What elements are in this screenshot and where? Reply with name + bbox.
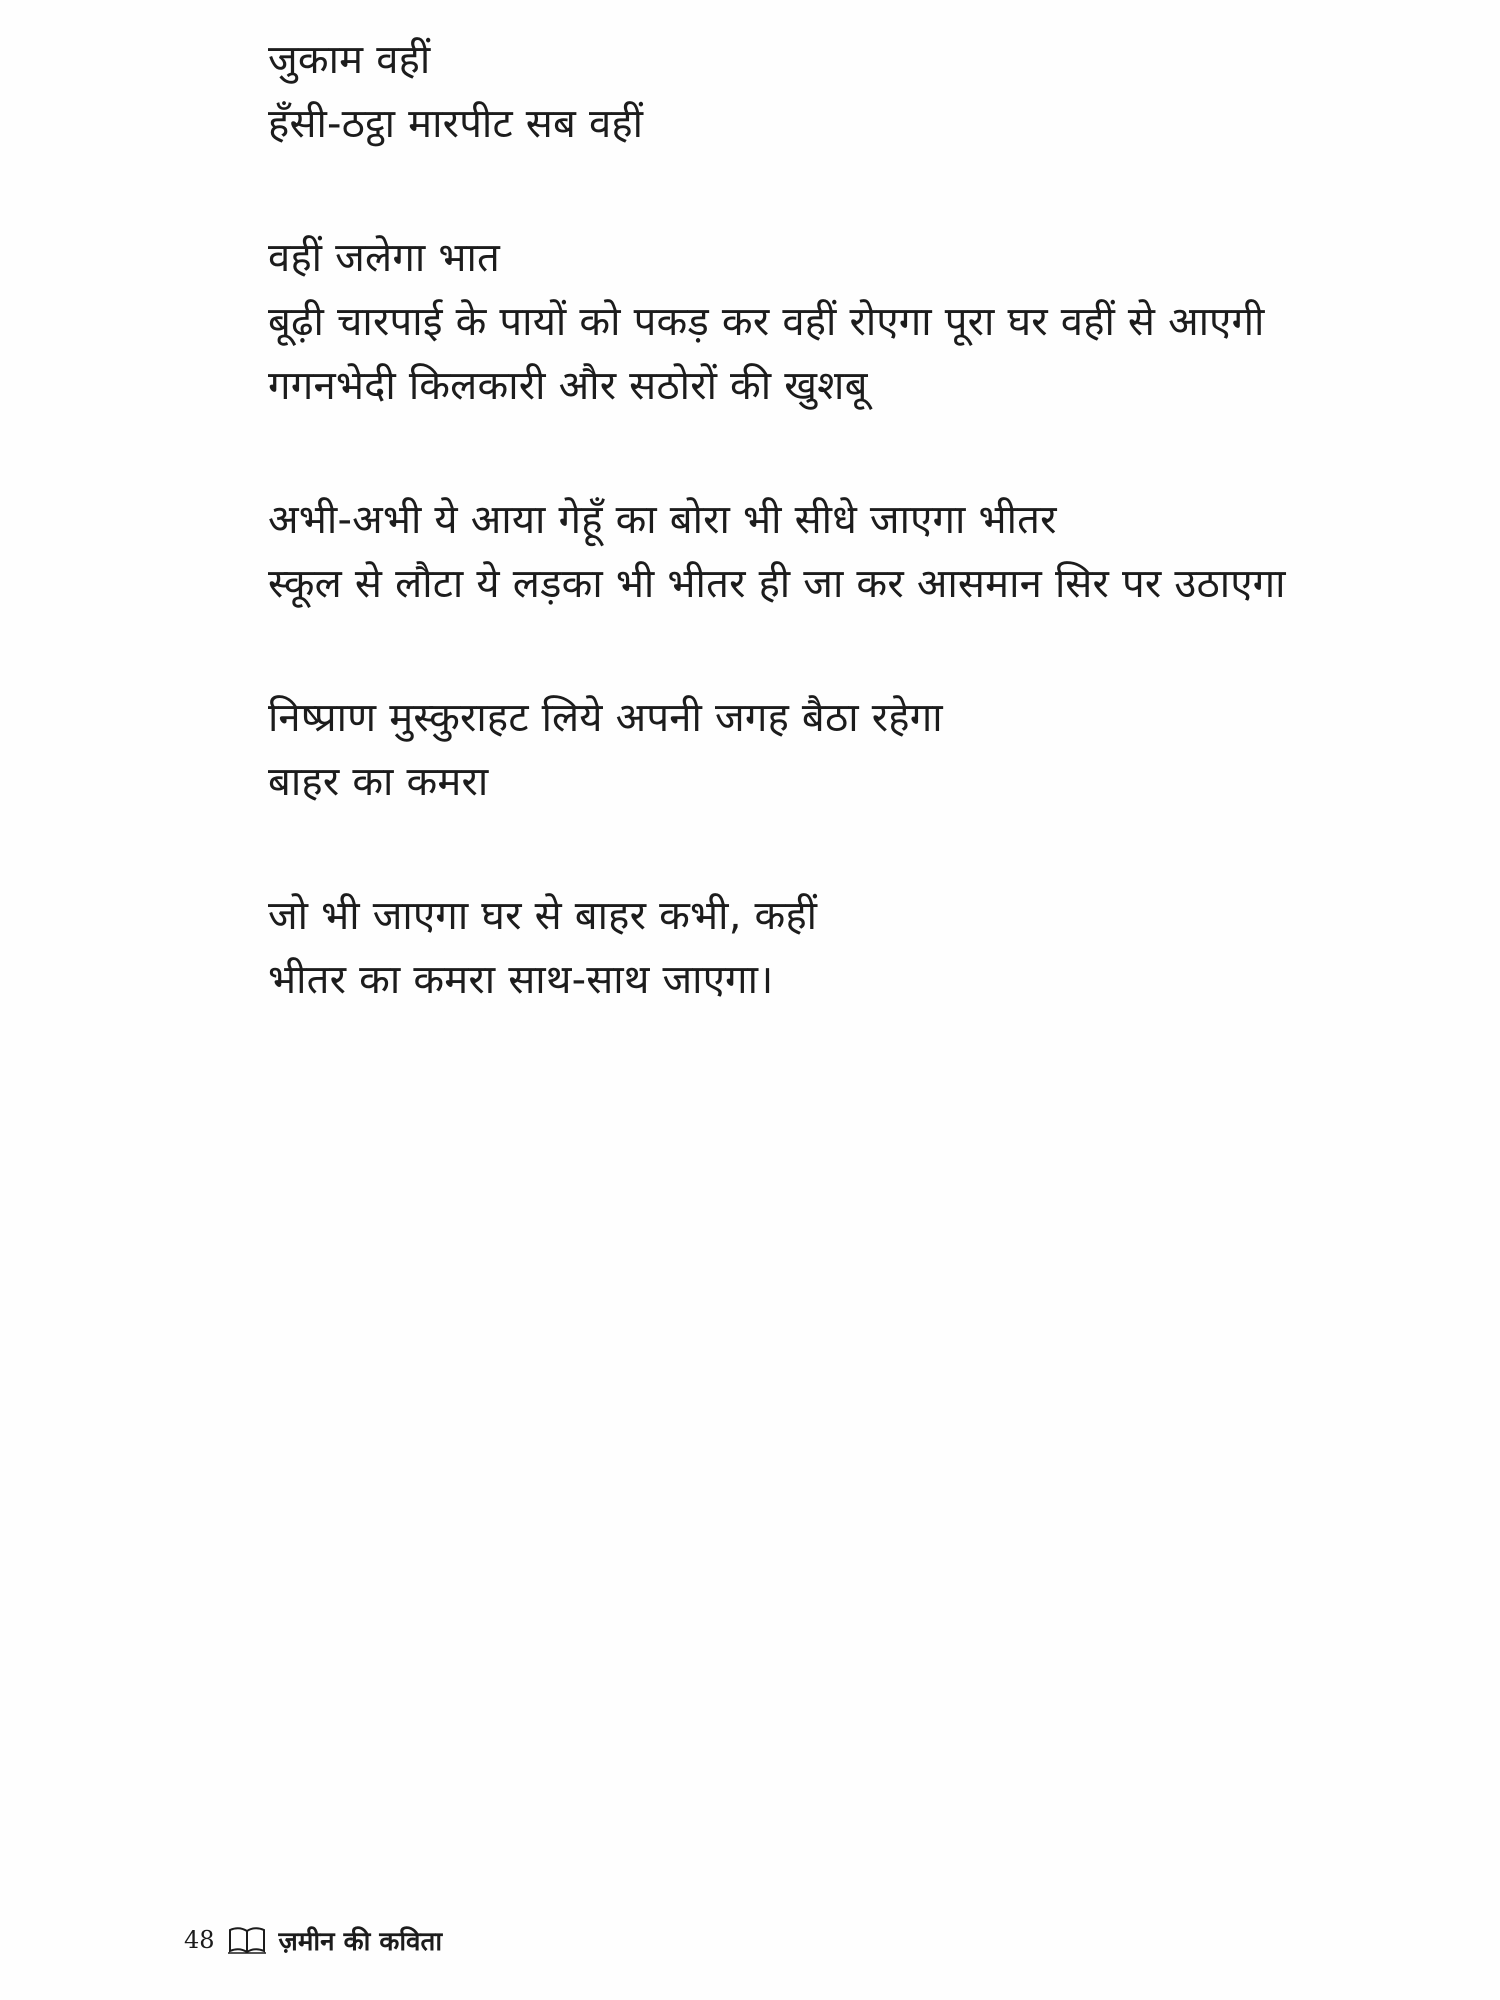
page-number: 48 (184, 1926, 215, 1954)
poem-line: बाहर का कमरा (268, 759, 489, 805)
book-title: ज़मीन की कविता (278, 1927, 443, 1957)
stanza (268, 28, 1418, 156)
poem-line: हँसी-ठट्ठा मारपीट सब वहीं (268, 101, 644, 147)
poem-line: अभी-अभी ये आया गेहूँ का बोरा भी सीधे जाएगा भीतर (268, 497, 1057, 543)
poem-line: भीतर का कमरा साथ-साथ जाएगा। (268, 957, 774, 1003)
stanza (268, 488, 1418, 616)
stanza (268, 686, 1418, 814)
poem-line: स्कूल से लौटा ये लड़का भी भीतर ही जा कर आसमान सिर पर उठाएगा (268, 561, 1286, 607)
stanza (268, 884, 1418, 1012)
poem-line: जो भी जाएगा घर से बाहर कभी, कहीं (268, 893, 818, 939)
poem-body (268, 28, 1418, 1082)
poem-line: वहीं जलेगा भात (268, 235, 501, 281)
stanza (268, 226, 1418, 418)
poem-line: गगनभेदी किलकारी और सठोरों की खुशबू (268, 363, 868, 409)
poem-line: बूढ़ी चारपाई के पायों को पकड़ कर वहीं रोएगा पूरा घर वहीं से आएगी (268, 299, 1265, 345)
page-footer (184, 1920, 442, 1960)
poem-line: निष्प्राण मुस्कुराहट लिये अपनी जगह बैठा रहेगा (268, 695, 943, 741)
poem-line: जुकाम वहीं (268, 37, 431, 83)
open-book-icon (227, 1925, 267, 1955)
